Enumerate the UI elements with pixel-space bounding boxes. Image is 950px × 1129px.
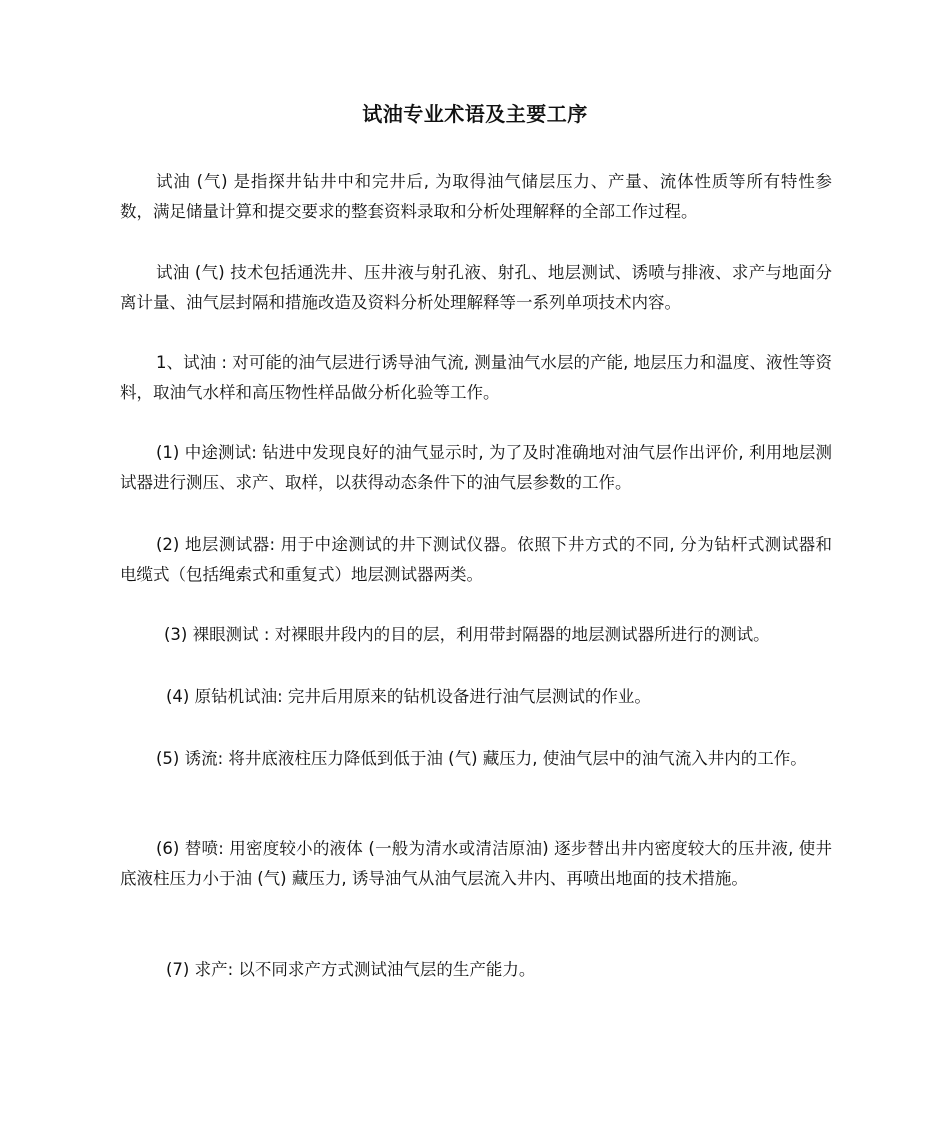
paragraph-item-1-2: (2) 地层测试器: 用于中途测试的井下测试仪器。依照下井方式的不同, 分为钻杆式测试器和电缆式（包括绳索式和重复式）地层测试器两类。 xyxy=(120,535,832,584)
paragraph-item-1-3: (3) 裸眼测试 : 对裸眼井段内的目的层，利用带封隔器的地层测试器所进行的测试。 xyxy=(164,625,770,644)
paragraph-item-1-5: (5) 诱流: 将井底液柱压力降低到低于油 (气) 藏压力, 使油气层中的油气流入井内的工作。 xyxy=(156,749,807,768)
paragraph-item-1: 1、试油 : 对可能的油气层进行诱导油气流, 测量油气水层的产能, 地层压力和温度、液性等资料，取油气水样和高压物性样品做分析化验等工作。 xyxy=(120,353,832,402)
paragraph-item-1-7: (7) 求产: 以不同求产方式测试油气层的生产能力。 xyxy=(166,960,536,979)
paragraph-item-1-4: (4) 原钻机试油: 完井后用原来的钻机设备进行油气层测试的作业。 xyxy=(166,687,651,706)
paragraph-item-1-1: (1) 中途测试: 钻进中发现良好的油气显示时, 为了及时准确地对油气层作出评价, 利用地层测试器进行测压、求产、取样，以获得动态条件下的油气层参数的工作。 xyxy=(120,443,832,492)
paragraph-item-1-6: (6) 替喷: 用密度较小的液体 (一般为清水或清洁原油) 逐步替出井内密度较大的压井液, 使井底液柱压力小于油 (气) 藏压力, 诱导油气从油气层流入井内、再喷出地面的技术措施。 xyxy=(120,839,832,888)
paragraph-technology: 试油 (气) 技术包括通洗井、压井液与射孔液、射孔、地层测试、诱喷与排液、求产与地面分离计量、油气层封隔和措施改造及资料分析处理解释等一系列单项技术内容。 xyxy=(120,263,832,312)
paragraph-definition: 试油 (气) 是指探井钻井中和完井后, 为取得油气储层压力、产量、流体性质等所有特性参数，满足储量计算和提交要求的整套资料录取和分析处理解释的全部工作过程。 xyxy=(120,172,832,221)
document-title: 试油专业术语及主要工序 xyxy=(362,102,588,126)
